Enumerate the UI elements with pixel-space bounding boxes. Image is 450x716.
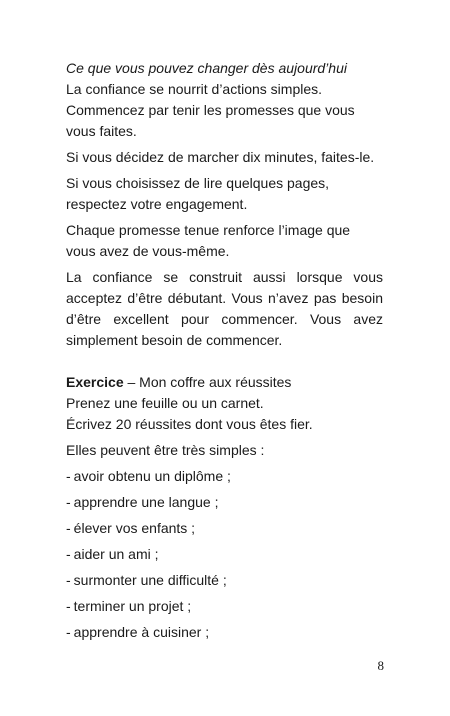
paragraph-image: Chaque promesse tenue renforce l’image que vous avez de vous-même.: [66, 222, 351, 259]
list-item: [66, 544, 383, 565]
list-item-text: avoir obtenu un diplôme ;: [73, 468, 231, 484]
success-list: [66, 466, 383, 643]
list-item-text: apprendre une langue ;: [73, 494, 219, 510]
list-item-text: élever vos enfants ;: [73, 520, 196, 536]
list-item: [66, 570, 383, 591]
list-item: [66, 622, 383, 643]
exercise-line-1: Prenez une feuille ou un carnet.: [66, 395, 264, 411]
section-lead: La confiance se nourrit d’actions simples.: [66, 81, 323, 97]
dash-bullet: -: [66, 468, 71, 484]
paragraph-read: Si vous choisissez de lire quelques pages, respectez votre engagement.: [66, 175, 330, 212]
list-item: [66, 596, 383, 617]
exercise-label: Exercice: [66, 374, 124, 390]
dash-bullet: -: [66, 494, 71, 510]
list-item: [66, 466, 383, 487]
list-item: [66, 518, 383, 539]
section-heading: Ce que vous pouvez changer dès aujourd’hui: [66, 60, 347, 76]
dash-bullet: -: [66, 572, 71, 588]
dash-bullet: -: [66, 624, 71, 640]
list-item-text: aider un ami ;: [73, 546, 159, 562]
dash-bullet: -: [66, 598, 71, 614]
list-item-text: surmonter une difficulté ;: [73, 572, 227, 588]
exercise-intro: Elles peuvent être très simples :: [66, 442, 265, 458]
list-item: [66, 492, 383, 513]
exercise-title: – Mon coffre aux réussites: [123, 374, 292, 390]
paragraph-promises: Commencez par tenir les promesses que vous vous faites.: [66, 102, 355, 139]
page-number: 8: [377, 658, 384, 673]
page-content: [66, 58, 383, 643]
dash-bullet: -: [66, 520, 71, 536]
dash-bullet: -: [66, 546, 71, 562]
list-item-text: apprendre à cuisiner ;: [73, 624, 210, 640]
paragraph-walk: Si vous décidez de marcher dix minutes, faites-le.: [66, 149, 375, 165]
exercise-heading: [66, 372, 383, 393]
exercise-line-2: Écrivez 20 réussites dont vous êtes fier.: [66, 416, 313, 432]
list-item-text: terminer un projet ;: [73, 598, 192, 614]
paragraph-beginner: La confiance se construit aussi lorsque vous acceptez d’être débutant. Vous n’avez pas besoin d’être excellent pour commencer. Vous avez simplement besoin de commencer.: [66, 269, 383, 348]
